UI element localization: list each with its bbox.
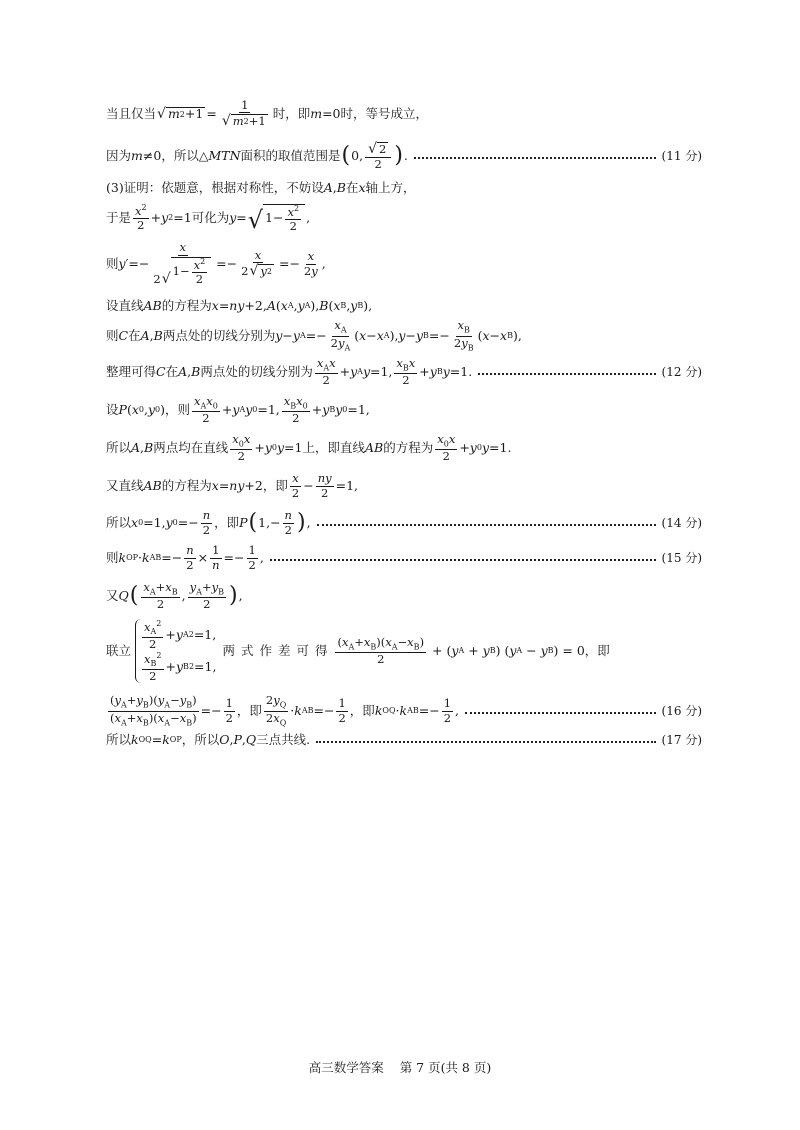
line-13: 则 k OP · k AB =− $\frac{n}{2}$ × $\frac{1}{n}$ =− $\frac{1}{2}$ , (15 分): [106, 543, 702, 572]
text: 时，即: [272, 105, 311, 121]
line-8: 整理可得 C 在 A , B 两点处的切线分别为 $\frac{x_Ax}{2}$ + y A y =1, $\frac{x_Bx}{2}$ + y B y =1. (12 分): [106, 355, 702, 387]
footer-page-number: 第 7 页(共 8 页): [399, 1060, 492, 1075]
line-5: 则 y ′=− x 2 √ 1− $\frac{x^2}{2}$ =− x 2 √ y 2 =− $\frac{x}{2y}$ ,: [106, 240, 326, 287]
line-1: 当且仅当 √ m 2 +1 = 1 √ m 2 +1 时，即 m =0 时，等号成立，: [106, 97, 429, 130]
text: ，即: [349, 702, 375, 718]
line-3: (3)证明：依题意，根据对称性，不妨设 A , B 在 x 轴上方，: [106, 179, 416, 195]
text: 则: [106, 549, 119, 565]
text: ，即: [236, 702, 262, 718]
dot-leader: [316, 741, 655, 743]
text: ，即: [262, 477, 288, 493]
score-14: (14 分): [661, 516, 702, 530]
text: 因为: [106, 147, 132, 163]
line-10: 所以 A , B 两点均在直线 $\frac{x_0x}{2}$ + y 0 y =1 上，即直线 AB 的方程为 $\frac{x_0x}{2}$ + y 0 y =1.: [106, 431, 512, 463]
text: 则: [106, 327, 119, 343]
line-6: 设直线 AB 的方程为 x = ny +2, A ( x A , y A ), B ( x B , y B ),: [106, 297, 373, 313]
line-16: $\frac{(y_A+y_B)(y_A-y_B)}{(x_A+x_B)(x_A-x_B)}$ =− $\frac{1}{2}$ ，即 $\frac{2y_Q}{2x_Q}$ · k AB =− $\frac{1}{2}$ ，即 k OQ · k AB =− $\frac{1}{2}$ , (16 分): [110, 693, 702, 727]
score-15: (15 分): [661, 551, 702, 565]
text: 设: [106, 401, 119, 417]
text: 在: [165, 363, 179, 379]
line-17: 所以 k OQ = k OP ，所以 O , P , Q 三点共线. (17 分): [106, 731, 702, 747]
text: 整理可得: [106, 363, 157, 379]
line-11: 又直线 AB 的方程为 x = ny +2 ，即 $\frac{x}{2}$ − $\frac{ny}{2}$ =1,: [106, 471, 358, 500]
text: (3)证明：依题意，根据对称性，不妨设: [106, 179, 324, 195]
text: 可化为: [191, 209, 230, 225]
line-7: 则 C 在 A , B 两点处的切线分别为 y − y A =− $\frac{x_A}{2y_A}$ ( x − x A ), y − y B =− $\frac{x_B}{2y_B}$ ( x − x B ),: [106, 318, 522, 352]
line-14: 又 Q ( $\frac{x_A+x_B}{2}$ , $\frac{y_A+y_B}{2}$ ) ,: [106, 579, 243, 611]
text: 面积的取值范围是: [240, 147, 341, 163]
text: 在: [128, 327, 141, 343]
text: 的方程为: [161, 477, 212, 493]
text: 当且仅当: [106, 105, 157, 121]
score-17: (17 分): [661, 733, 702, 747]
line-4: 于是 $\frac{x^2}{2}$ + y 2 =1 可化为 y = √ 1− $\frac{x^2}{2}$ ,: [106, 203, 311, 235]
text: 则: [106, 255, 119, 271]
text: 所以: [106, 514, 132, 530]
text: 轴上方，: [365, 179, 416, 195]
dot-leader: [465, 712, 656, 714]
text: ，即: [214, 514, 240, 530]
text: 两式作差可得: [222, 642, 334, 658]
text: 于是: [106, 209, 132, 225]
line-9: 设 P ( x 0 , y 0 )，则 $\frac{x_Ax_0}{2}$ + y A y 0 =1, $\frac{x_Bx_0}{2}$ + y B y 0 =1,: [106, 393, 370, 425]
text: 上，即直线: [302, 439, 365, 455]
text: 所以: [106, 439, 132, 455]
text: 的方程为: [161, 297, 212, 313]
footer-title: 高三数学答案: [308, 1060, 384, 1075]
dot-leader: [317, 524, 656, 526]
equation-system: $\frac{x_A^2}{2}$ + y A 2 =1, $\frac{x_B^2}{2}$ + y B 2 =1,: [135, 619, 216, 683]
score-16: (16 分): [661, 704, 702, 718]
text: 又: [106, 587, 119, 603]
page-footer: [0, 1058, 800, 1076]
text: ，所以: [181, 731, 220, 747]
text: 三点共线.: [256, 731, 311, 747]
dot-leader: [414, 157, 656, 159]
text: 两点处的切线分别为: [162, 327, 276, 343]
line-2: 因为 m ≠0 ，所以△ MTN 面积的取值范围是 ( 0, √ 2 2 ) . (11 分): [106, 140, 702, 171]
line-15: 联立 $\frac{x_A^2}{2}$ + y A 2 =1, $\frac{x_B^2}{2}$ + y B 2 =1, 两式作差可得 $\frac{(x_A+x_B)(x_A-x_B)}{2}$ + ( y A + y B ) ( y A − y B ) = 0 ，即: [106, 618, 610, 683]
text: 所以: [106, 731, 132, 747]
text: 联立: [106, 642, 132, 658]
dot-leader: [270, 559, 656, 561]
text: 时，等号成立，: [340, 105, 429, 121]
score-12: (12 分): [661, 365, 702, 379]
dot-leader: [478, 373, 655, 375]
text: ，所以△: [161, 147, 209, 163]
text: 设直线: [106, 297, 144, 313]
text: 两点均在直线: [153, 439, 229, 455]
text: 的方程为: [383, 439, 434, 455]
line-12: 所以 x 0 =1, y 0 =− $\frac{n}{2}$ ，即 P ( 1,− $\frac{n}{2}$ ) , (14 分): [106, 508, 702, 537]
text: ，即: [584, 642, 610, 658]
text: 又直线: [106, 477, 144, 493]
text: 两点处的切线分别为: [200, 363, 313, 379]
text: 在: [345, 179, 359, 195]
score-11: (11 分): [661, 149, 702, 163]
